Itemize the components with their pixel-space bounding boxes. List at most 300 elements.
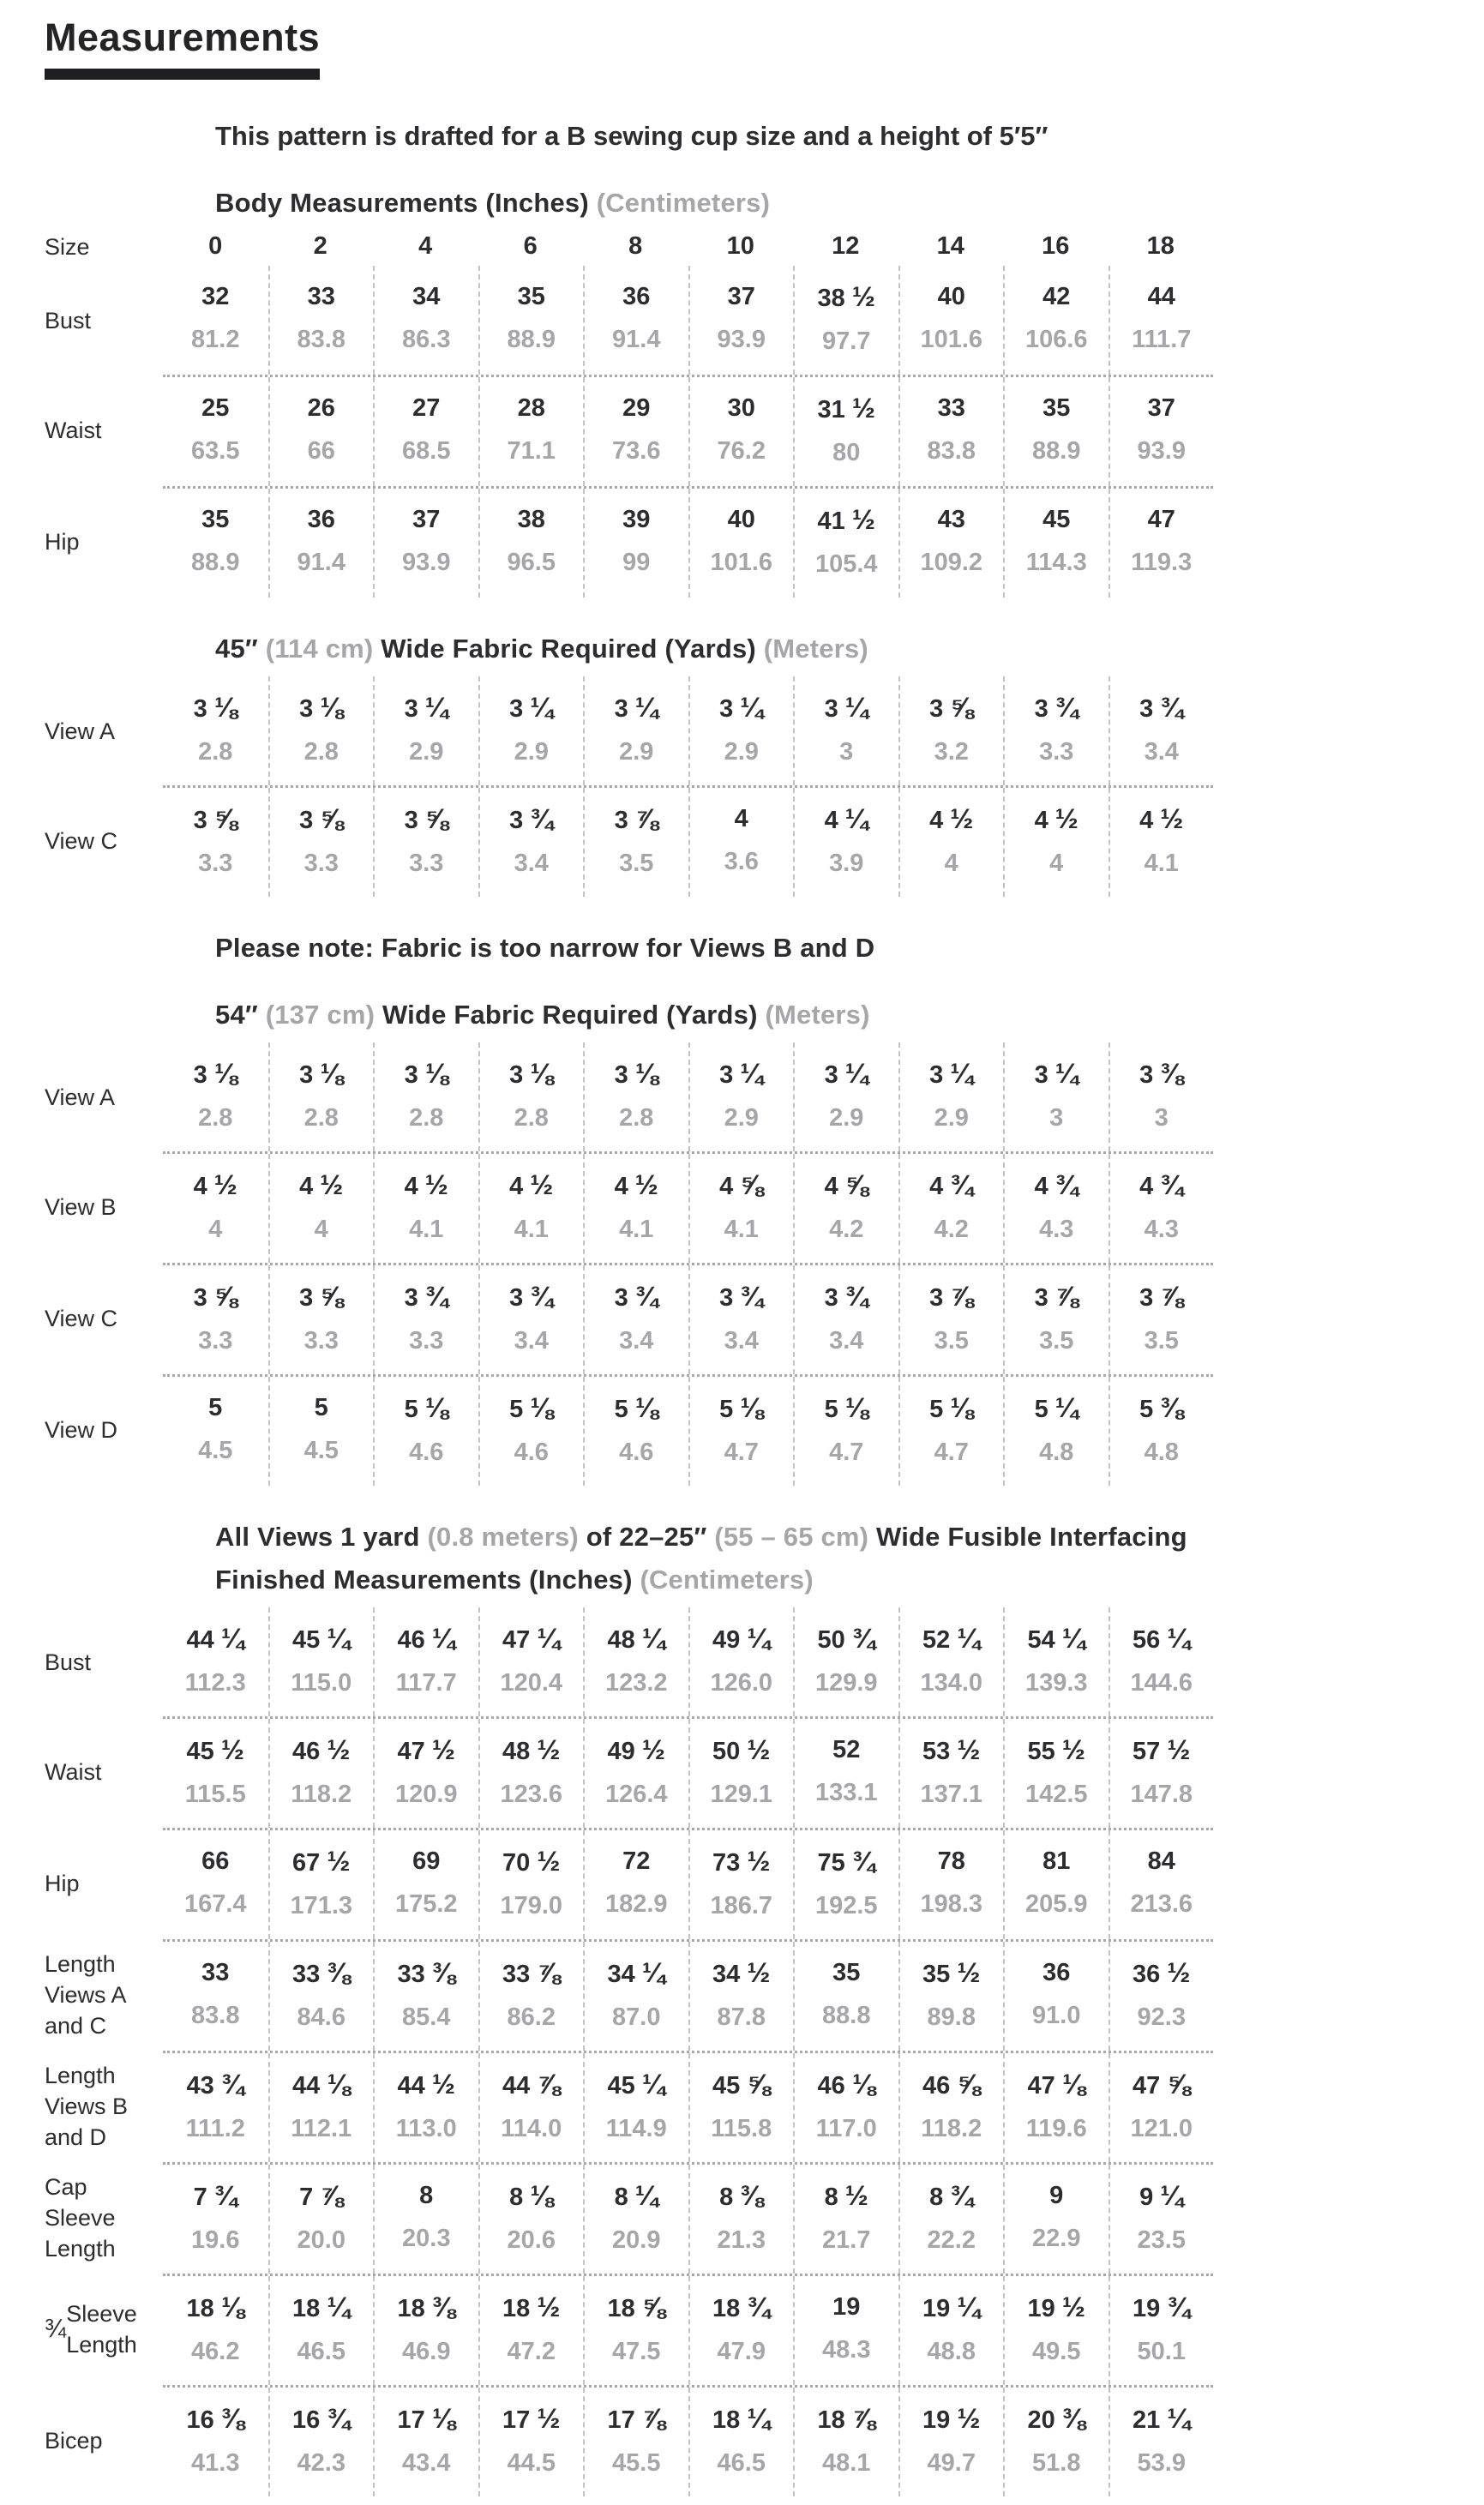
inches-value: 46 ⅝ (922, 2069, 981, 2100)
measurement-cell (478, 1830, 584, 1939)
row-cells (163, 2274, 1213, 2385)
fraction: ¼ (844, 803, 868, 834)
measurement-cell (583, 377, 688, 486)
inches-value: 44 ⅛ (292, 2069, 351, 2100)
measurement-cell (688, 1042, 794, 1151)
fraction: ⅞ (537, 1957, 561, 1988)
fraction: ¼ (220, 1623, 244, 1654)
row-label: Length Views B and D (45, 2063, 129, 2150)
inches-value: 50 ¾ (817, 1623, 875, 1654)
fraction: ¾ (740, 1281, 764, 1312)
cm-value: 46.5 (297, 2338, 345, 2365)
cm-value: 106.6 (1024, 326, 1088, 353)
cm-value: 50.1 (1137, 2338, 1186, 2365)
size-column (268, 231, 374, 262)
inches-value: 69 (412, 1847, 441, 1875)
inches-value: 36 ½ (1133, 1957, 1191, 1988)
size-number: 6 (523, 232, 538, 260)
inches-value: 38 ½ (817, 281, 875, 312)
table-row (45, 2385, 1484, 2496)
measurement-cell (373, 1042, 478, 1151)
cm-value: 3 (839, 738, 854, 766)
heading-segment: Wide Fabric Required (Yards) (373, 634, 764, 664)
measurement-cell (583, 1830, 688, 1939)
inches-value: 31 ½ (817, 393, 875, 424)
fraction: ⅛ (530, 1392, 554, 1423)
inches-value: 4 (734, 805, 748, 832)
inches-value: 4 ¾ (929, 1169, 974, 1200)
size-column (793, 231, 898, 262)
cm-value: 115.8 (711, 2115, 772, 2142)
measurement-cell (583, 788, 688, 897)
measurement-cell (163, 676, 268, 785)
heading-segment: 45″ (215, 634, 266, 664)
measurement-cell (898, 2276, 1004, 2385)
heading-segment: (Centimeters) (640, 1565, 814, 1595)
table-row (45, 266, 1484, 375)
cm-value: 4.6 (409, 1439, 444, 1466)
inches-value: 3 ⅛ (193, 692, 237, 723)
inches-value: 3 ⅝ (299, 1281, 344, 1312)
measurement-cell (478, 676, 584, 785)
measurement-cell (1003, 1377, 1108, 1486)
fraction: ¼ (641, 2069, 665, 2100)
row-label: View D (45, 1417, 118, 1443)
measurement-cell (1003, 1265, 1108, 1374)
inches-value: 3 ⅞ (929, 1281, 974, 1312)
measurement-cell (793, 1377, 898, 1486)
inches-value: 32 (201, 283, 230, 310)
cm-value: 2.9 (724, 738, 759, 766)
measurement-cell (793, 1042, 898, 1151)
intro-note: This pattern is drafted for a B sewing cup size and a height of 5′5″ (215, 121, 1048, 151)
measurement-cell (268, 1942, 374, 2051)
row-label: Bust (45, 1649, 92, 1675)
fraction: ⅛ (424, 1392, 448, 1423)
fraction: ⅜ (220, 2403, 244, 2434)
heading-segment: of 22–25″ (578, 1522, 715, 1552)
row-cells (163, 2385, 1213, 2496)
cm-value: 47.2 (507, 2338, 556, 2365)
fraction: ¾ (1160, 1169, 1184, 1200)
measurement-cell (478, 489, 584, 598)
cm-value: 93.9 (717, 326, 766, 353)
inches-value: 3 ¼ (719, 1058, 764, 1089)
measurement-cell (1108, 1377, 1214, 1486)
cm-value: 3.3 (303, 850, 339, 877)
inches-value: 3 ⅞ (614, 803, 658, 834)
fraction: ½ (320, 1169, 344, 1200)
measurement-cell (373, 788, 478, 897)
fraction: ⅜ (1160, 1058, 1184, 1089)
measurement-cell (583, 2053, 688, 2162)
cm-value: 3.4 (829, 1327, 864, 1355)
inches-value: 67 ½ (292, 1846, 351, 1877)
cm-value: 19.6 (191, 2226, 240, 2254)
inches-value: 4 ¾ (1139, 1169, 1184, 1200)
fraction: ⅝ (213, 1281, 237, 1312)
cm-value: 42.3 (297, 2449, 345, 2477)
cm-value: 20.6 (507, 2226, 556, 2254)
fraction: ⅛ (634, 1392, 658, 1423)
inches-value: 4 ½ (509, 1169, 554, 1200)
cm-value: 105.4 (814, 550, 878, 578)
measurement-cell (268, 489, 374, 598)
table-row (45, 785, 1484, 897)
row-cells (163, 1151, 1213, 1263)
cm-value: 118.2 (291, 1781, 352, 1808)
cm-value: 2.9 (619, 738, 654, 766)
fraction: ¼ (740, 692, 764, 723)
fraction: ¼ (844, 1058, 868, 1089)
inches-value: 47 ⅝ (1133, 2069, 1191, 2100)
cm-value: 4.7 (934, 1439, 969, 1466)
section-heading (215, 1000, 1484, 1030)
inches-value: 52 (832, 1736, 861, 1763)
inches-value: 5 (208, 1394, 223, 1421)
page-title: Measurements (45, 15, 320, 80)
measurement-cell (163, 2053, 268, 2162)
cm-value: 88.8 (822, 2002, 871, 2029)
fraction: ⅜ (327, 1957, 351, 1988)
size-number: 18 (1146, 232, 1175, 260)
heading-segment: Finished Measurements (Inches) (215, 1565, 640, 1595)
size-number: 12 (832, 232, 860, 260)
fraction: ½ (851, 393, 875, 424)
heading-segment: (Meters) (763, 634, 868, 664)
cm-value: 186.7 (710, 1892, 773, 1919)
inches-value: 33 (307, 283, 335, 310)
fraction: ¼ (1160, 2180, 1184, 2211)
fraction: ½ (957, 1734, 981, 1765)
table-row (45, 375, 1484, 486)
heading-segment: Wide Fusible Interfacing (868, 1522, 1187, 1552)
cm-value: 20.9 (612, 2226, 661, 2254)
cm-value: 91.0 (1032, 2002, 1081, 2029)
measurement-cell (478, 1265, 584, 1374)
cm-value: 88.9 (191, 549, 240, 576)
cm-value: 48.1 (822, 2449, 871, 2477)
measurement-cell (373, 1719, 478, 1828)
measurement-cell (1108, 1942, 1214, 2051)
cm-value: 81.2 (191, 326, 240, 353)
measurement-cell (373, 2388, 478, 2496)
cm-value: 111.2 (185, 2115, 245, 2142)
measurement-cell (898, 788, 1004, 897)
cm-value: 114.0 (501, 2115, 562, 2142)
size-header-label: Size (45, 233, 90, 260)
row-cells (163, 486, 1213, 598)
cm-value: 22.2 (927, 2226, 976, 2254)
table-row (45, 1151, 1484, 1263)
cm-value: 147.8 (1130, 1781, 1193, 1808)
measurement-cell (163, 489, 268, 598)
size-number: 8 (628, 232, 643, 260)
size-column (1003, 231, 1108, 262)
cm-value: 85.4 (402, 2003, 451, 2031)
measurement-cell (1108, 1830, 1214, 1939)
section-note (215, 933, 1484, 964)
inches-value: 20 ⅜ (1027, 2403, 1085, 2434)
measurement-cell (583, 1154, 688, 1263)
measurement-cell (163, 2165, 268, 2274)
inches-value: 4 ¼ (824, 803, 868, 834)
measurement-cell (898, 2165, 1004, 2274)
cm-value: 3.2 (934, 738, 969, 766)
size-number: 10 (726, 232, 754, 260)
row-label: View A (45, 1084, 116, 1110)
measurement-cell (478, 1042, 584, 1151)
inches-value: 30 (727, 394, 755, 422)
measurement-cell (478, 2276, 584, 2385)
fraction: ¼ (431, 1623, 455, 1654)
measurement-cell (793, 1719, 898, 1828)
fraction: ¾ (424, 1281, 448, 1312)
cm-value: 3.5 (934, 1327, 969, 1355)
measurement-cell (793, 1942, 898, 2051)
measurement-cell (793, 1830, 898, 1939)
size-column (373, 231, 478, 262)
cm-value: 2.8 (198, 1104, 233, 1132)
inches-value: 34 ¼ (607, 1957, 665, 1988)
cm-value: 3.5 (1039, 1327, 1074, 1355)
cm-value: 48.3 (822, 2336, 871, 2364)
measurement-cell (898, 2053, 1004, 2162)
measurement-cell (163, 1830, 268, 1939)
cm-value: 117.7 (395, 1669, 457, 1697)
table-row (45, 2274, 1484, 2385)
cm-value: 4.8 (1039, 1439, 1074, 1466)
measurement-cell (793, 2053, 898, 2162)
fraction: ¼ (634, 692, 658, 723)
measurement-cell (583, 2388, 688, 2496)
measurement-cell (688, 1942, 794, 2051)
measurement-cell (793, 377, 898, 486)
inches-value: 44 ½ (397, 2069, 455, 2100)
inches-value: 49 ¼ (712, 1623, 771, 1654)
inches-value: 66 (201, 1847, 230, 1875)
cm-value: 91.4 (612, 326, 661, 353)
measurement-cell (478, 2388, 584, 2496)
inches-value: 72 (622, 1847, 651, 1875)
measurement-cell (793, 788, 898, 897)
measurement-cell (268, 1607, 374, 1716)
inches-value: 3 ⅛ (193, 1058, 237, 1089)
size-column (898, 231, 1004, 262)
measurement-cell (793, 676, 898, 785)
fraction: ½ (851, 504, 875, 535)
cm-value: 120.9 (394, 1781, 458, 1808)
measurement-cell (1108, 1265, 1214, 1374)
measurement-cell (898, 1942, 1004, 2051)
measurement-cell (688, 1377, 794, 1486)
fraction: ¾ (45, 2315, 67, 2343)
fraction: ⅝ (957, 2069, 981, 2100)
inches-value: 9 ¼ (1139, 2180, 1184, 2211)
cm-value: 4 (1049, 850, 1064, 877)
inches-value: 4 ½ (193, 1169, 237, 1200)
measurement-cell (898, 1607, 1004, 1716)
measurement-cell (1108, 377, 1214, 486)
size-header-row (45, 231, 1484, 262)
cm-value: 3.3 (409, 1327, 444, 1355)
measurement-cell (163, 788, 268, 897)
cm-value: 129.9 (814, 1669, 878, 1697)
fraction: ¾ (634, 1281, 658, 1312)
inches-value: 48 ¼ (607, 1623, 665, 1654)
inches-value: 3 ¾ (509, 1281, 554, 1312)
inches-value: 75 ¾ (817, 1846, 875, 1877)
cm-value: 3.3 (198, 850, 233, 877)
measurement-cell (583, 1719, 688, 1828)
inches-value: 39 (622, 506, 651, 533)
inches-value: 37 (412, 506, 441, 533)
cm-value: 4.1 (724, 1216, 759, 1243)
size-column (163, 231, 268, 262)
measurement-cell (373, 377, 478, 486)
size-number: 4 (418, 232, 433, 260)
table-row (45, 676, 1484, 785)
cm-value: 4.1 (514, 1216, 549, 1243)
fraction: ¼ (634, 2180, 658, 2211)
measurement-cell (1108, 2165, 1214, 2274)
fraction: ⅛ (320, 692, 344, 723)
cm-value: 123.2 (604, 1669, 668, 1697)
fraction: ⅝ (740, 1169, 764, 1200)
measurement-cell (268, 676, 374, 785)
inches-value: 35 (832, 1959, 861, 1986)
inches-value: 3 ⅝ (193, 1281, 237, 1312)
measurement-cell (1108, 2276, 1214, 2385)
fraction: ⅛ (844, 1392, 868, 1423)
fraction: ½ (957, 1957, 981, 1988)
cm-value: 84.6 (297, 2003, 345, 2031)
inches-value: 27 (412, 394, 441, 422)
inches-value: 3 ¾ (824, 1281, 868, 1312)
inches-value: 33 ⅜ (292, 1957, 351, 1988)
fraction: ¼ (957, 1623, 981, 1654)
inches-value: 4 ½ (1139, 803, 1184, 834)
cm-value: 3.4 (514, 1327, 549, 1355)
cm-value: 2.9 (829, 1104, 864, 1132)
fraction: ⅛ (424, 1058, 448, 1089)
measurement-cell (688, 2276, 794, 2385)
measurement-cell (793, 1154, 898, 1263)
fraction: ¼ (747, 2403, 771, 2434)
measurement-cell (1003, 1942, 1108, 2051)
fraction: ¾ (220, 2069, 244, 2100)
measurement-cell (898, 1830, 1004, 1939)
inches-value: 3 ¼ (404, 692, 448, 723)
inches-value: 16 ¾ (292, 2403, 351, 2434)
measurement-cell (478, 1154, 584, 1263)
cm-value: 4 (944, 850, 958, 877)
fraction: ⅛ (530, 2180, 554, 2211)
inches-value: 8 ⅛ (509, 2180, 554, 2211)
cm-value: 4.1 (619, 1216, 654, 1243)
row-label: Waist (45, 1759, 102, 1785)
cm-value: 118.2 (921, 2115, 982, 2142)
inches-value: 37 (1147, 394, 1175, 422)
cm-value: 144.6 (1130, 1669, 1193, 1697)
inches-value: 25 (201, 394, 230, 422)
heading-segment: (0.8 meters) (427, 1522, 579, 1552)
row-cells (163, 676, 1213, 785)
measurement-cell (268, 2165, 374, 2274)
cm-value: 3.3 (198, 1327, 233, 1355)
inches-value: 3 ⅞ (1034, 1281, 1078, 1312)
inches-value: 35 ½ (922, 1957, 981, 1988)
table-fabric-45 (45, 676, 1484, 897)
heading-segment: (Meters) (765, 1000, 870, 1030)
fraction: ¼ (1061, 1623, 1085, 1654)
cm-value: 142.5 (1024, 1781, 1088, 1808)
row-cells (163, 785, 1213, 897)
measurement-cell (583, 1265, 688, 1374)
measurement-cell (373, 1154, 478, 1263)
measurement-cell (1003, 489, 1108, 598)
row-cells (163, 1263, 1213, 1374)
measurement-cell (898, 489, 1004, 598)
inches-value: 3 ¾ (404, 1281, 448, 1312)
table-row (45, 1939, 1484, 2051)
measurement-cell (373, 2276, 478, 2385)
measurement-cell (688, 2165, 794, 2274)
cm-value: 91.4 (297, 549, 345, 576)
inches-value: 17 ½ (502, 2403, 561, 2434)
measurement-cell (373, 1942, 478, 2051)
measurement-cell (1108, 1042, 1214, 1151)
measurement-cell (898, 266, 1004, 375)
measurement-cell (163, 1265, 268, 1374)
cm-value: 23.5 (1137, 2226, 1186, 2254)
cm-value: 68.5 (402, 437, 451, 465)
measurement-cell (793, 1265, 898, 1374)
inches-value: 84 (1147, 1847, 1175, 1875)
fraction: ¾ (213, 2180, 237, 2211)
measurement-cell (688, 377, 794, 486)
cm-value: 76.2 (717, 437, 766, 465)
inches-value: 53 ½ (922, 1734, 981, 1765)
fraction: ¼ (957, 2292, 981, 2322)
size-number: 0 (208, 232, 223, 260)
fraction: ½ (537, 2403, 561, 2434)
cm-value: 134.0 (920, 1669, 983, 1697)
fraction: ½ (851, 281, 875, 312)
fraction: ¾ (851, 1623, 875, 1654)
measurement-cell (1108, 2053, 1214, 2162)
inches-value: 44 ¼ (186, 1623, 244, 1654)
cm-value: 167.4 (183, 1890, 247, 1918)
cm-value: 93.9 (1137, 437, 1186, 465)
inches-value: 4 ⅝ (719, 1169, 764, 1200)
measurement-cell (478, 1377, 584, 1486)
measurement-cell (268, 1265, 374, 1374)
table-row (45, 1828, 1484, 1939)
measurement-cell (268, 1377, 374, 1486)
measurement-cell (688, 788, 794, 897)
measurement-cell (1108, 1607, 1214, 1716)
cm-value: 119.6 (1025, 2115, 1087, 2142)
inches-value: 5 (314, 1394, 328, 1421)
measurement-cell (268, 1042, 374, 1151)
inches-value: 3 ¼ (614, 692, 658, 723)
inches-value: 3 ⅝ (404, 803, 448, 834)
inches-value: 8 ⅜ (719, 2180, 764, 2211)
inches-value: 5 ⅛ (929, 1392, 974, 1423)
inches-value: 16 ⅜ (186, 2403, 244, 2434)
inches-value: 19 ¾ (1133, 2292, 1191, 2322)
